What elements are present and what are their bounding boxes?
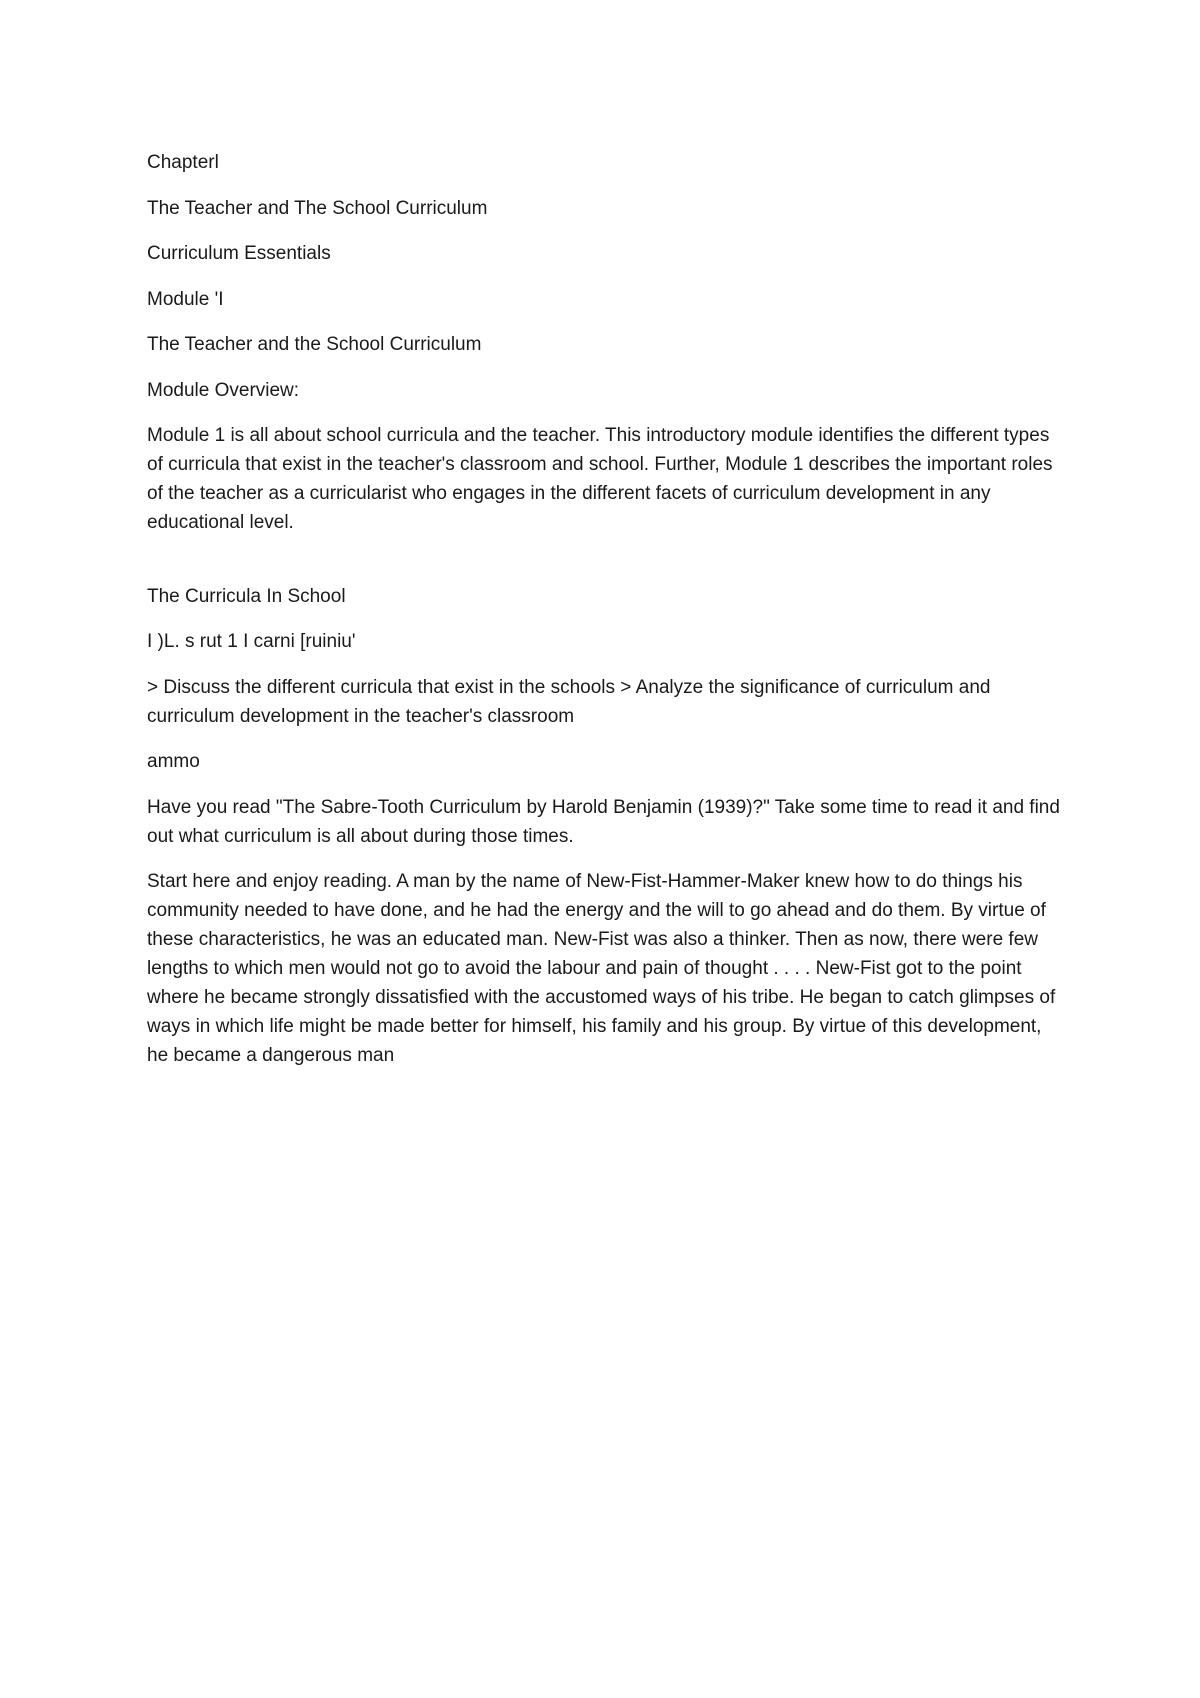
document-subtitle: Curriculum Essentials	[147, 243, 331, 264]
overview-heading: Module Overview:	[147, 379, 300, 401]
document-title: The Teacher and The School Curriculum	[147, 197, 488, 219]
question-paragraph: Have you read "The Sabre-Tooth Curriculum by Harold Benjamin (1939)?" Take some time to read it and find out what curriculum is all about during those times.	[147, 796, 1060, 847]
module-title: The Teacher and the School Curriculum	[147, 334, 482, 355]
objectives-paragraph: > Discuss the different curricula that exist in the schools > Analyze the significance of curriculum and curriculum development in the teacher's classroom	[147, 676, 991, 727]
overview-paragraph: Module 1 is all about school curricula and the teacher. This introductory module identifies the different types of curricula that exist in the teacher's classroom and school. Further, Module 1 describes the important roles of the teacher as a curricularist who engages in the different facets of curriculum development in any educational level.	[147, 425, 1053, 533]
paragraph-gap	[147, 554, 1067, 582]
garbled-line: I )L. s rut 1 I carni [ruiniu'	[147, 631, 356, 652]
module-label: Module 'I	[147, 288, 224, 310]
section-heading: The Curricula In School	[147, 585, 346, 607]
chapter-label: Chapterl	[147, 152, 219, 173]
reading-paragraph: Start here and enjoy reading. A man by the name of New-Fist-Hammer-Maker knew how to do things his community needed to have done, and he had the energy and the will to go ahead and do them. By virtue of these characteristics, he was an educated man. New-Fist was also a thinker. Then as now, there were few lengths to which men would not go to avoid the labour and pain of thought . . . . New-Fist got to the point where he became strongly dissatisfied with the accustomed ways of his tribe. He began to catch glimpses of ways in which life might be made better for himself, his family and his group. By virtue of this development, he became a dangerous man	[147, 871, 1056, 1066]
garbled-word: ammo	[147, 751, 200, 772]
document-body	[147, 148, 1067, 1087]
